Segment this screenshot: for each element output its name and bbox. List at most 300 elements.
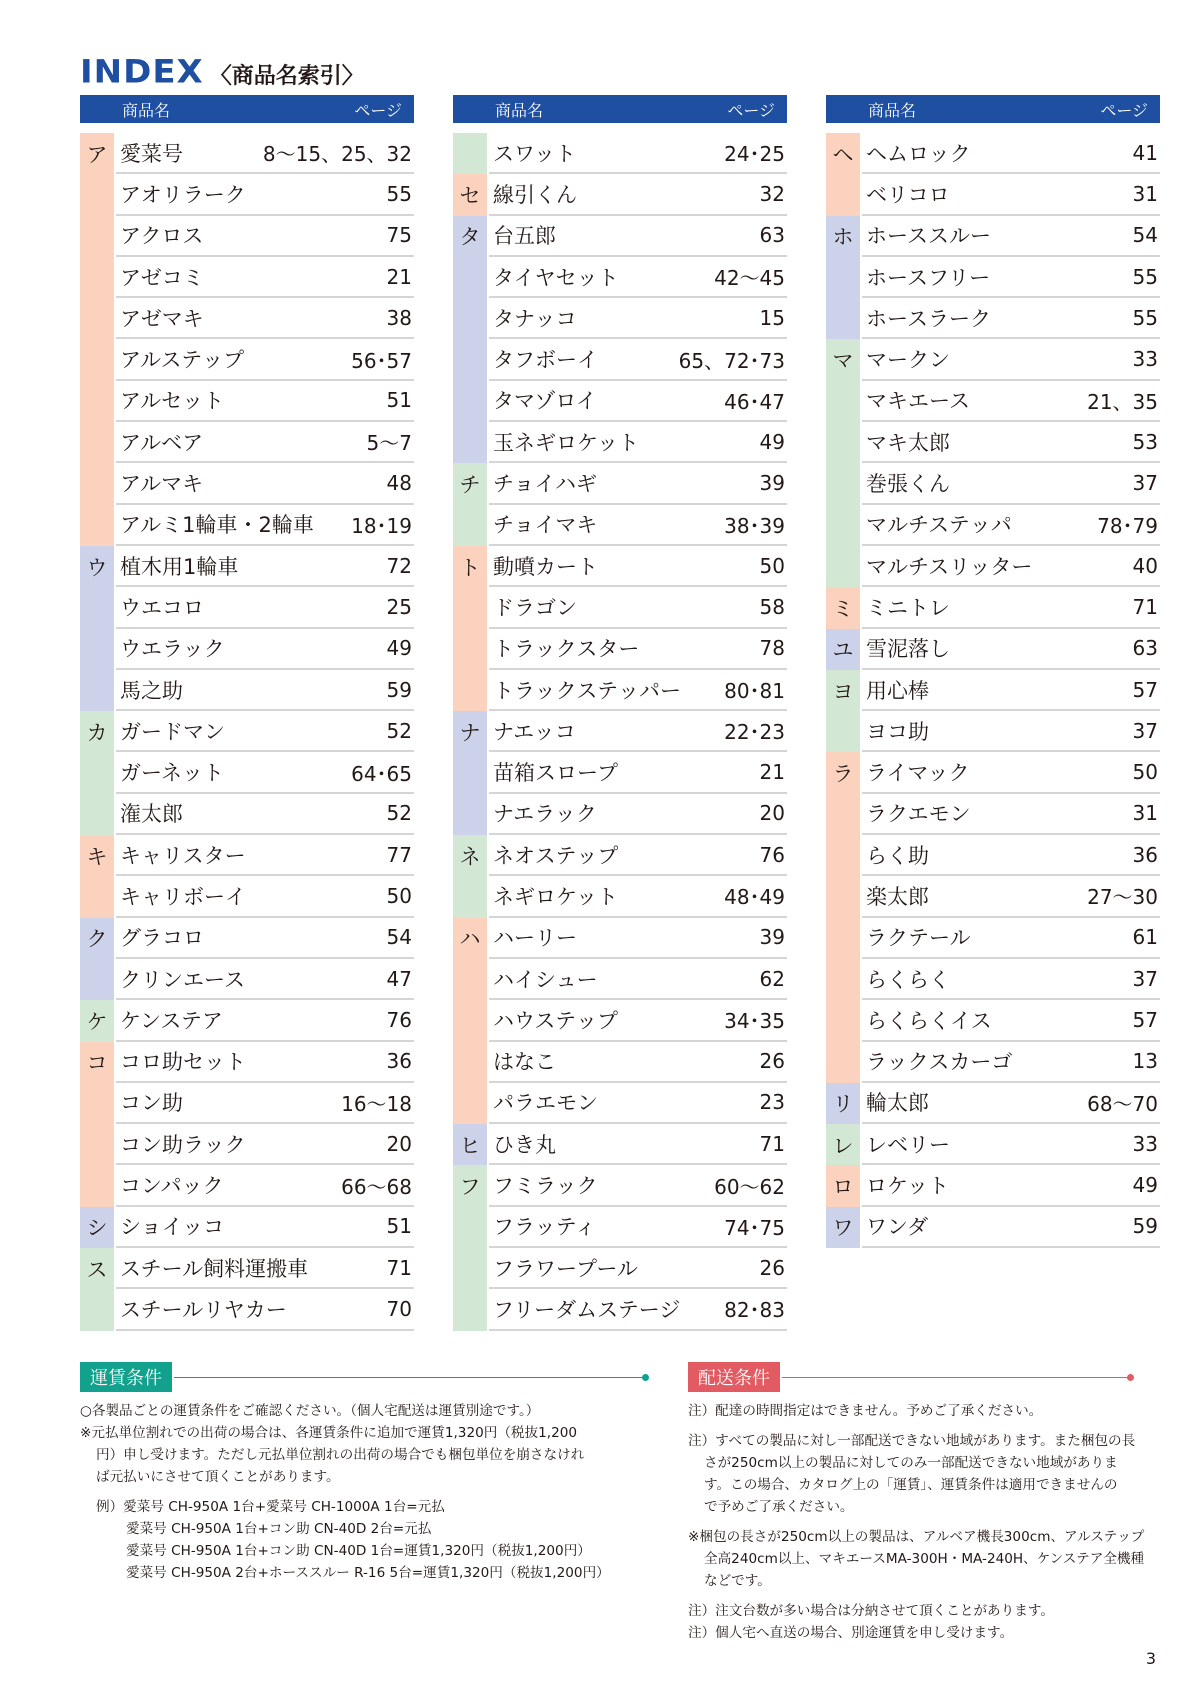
product-name: アクロス — [120, 224, 204, 249]
column-header — [826, 95, 1160, 123]
kana-index-cell: ア — [80, 133, 114, 174]
product-name: クリンエース — [120, 967, 245, 992]
entry-cell — [862, 670, 1160, 711]
entry-cell — [116, 918, 414, 959]
kana-index-cell — [453, 629, 487, 670]
entry-cell — [489, 918, 787, 959]
page-reference: 78･79 — [1097, 513, 1158, 538]
entry-cell — [489, 835, 787, 876]
entry-cell — [862, 918, 1160, 959]
index-row — [826, 752, 1160, 793]
entry-cell — [862, 381, 1160, 422]
kana-index-cell: ク — [80, 918, 114, 959]
entry-cell — [116, 959, 414, 1000]
entry-cell — [489, 257, 787, 298]
kana-index-cell — [80, 959, 114, 1000]
page-reference: 34･35 — [724, 1009, 785, 1034]
page-number: 3 — [1145, 1649, 1156, 1668]
delivery-line: す。この場合、カタログ上の「運賃」、運賃条件は適用できませんの — [704, 1477, 1118, 1493]
entry-cell — [489, 1207, 787, 1248]
product-name: 玉ネギロケット — [493, 430, 639, 455]
entry-cell — [489, 1083, 787, 1124]
entry-cell — [862, 959, 1160, 1000]
index-row — [826, 257, 1160, 298]
index-row — [80, 711, 414, 752]
page-reference: 52 — [386, 801, 412, 826]
product-name: キャリスター — [120, 843, 246, 868]
product-name: 台五郎 — [493, 224, 556, 249]
index-row — [453, 587, 787, 628]
page-reference: 71 — [386, 1255, 412, 1280]
entry-cell — [116, 505, 414, 546]
page-reference: 49 — [759, 429, 785, 454]
index-row — [826, 422, 1160, 463]
delivery-line: 注）すべての製品に対し一部配送できない地域があります。また梱包の長 — [688, 1433, 1136, 1449]
entry-cell — [116, 546, 414, 587]
page-reference: 80･81 — [724, 679, 785, 703]
index-row — [80, 505, 414, 546]
page-reference: 63 — [1132, 636, 1158, 661]
kana-index-cell — [80, 1124, 114, 1165]
kana-index-cell — [453, 257, 487, 298]
product-name: マキ太郎 — [866, 430, 950, 455]
kana-index-cell: キ — [80, 835, 114, 876]
index-row — [453, 1248, 787, 1289]
kana-index-cell — [80, 1165, 114, 1206]
product-name: ベリコロ — [866, 182, 950, 207]
entry-cell — [862, 339, 1160, 380]
entry-cell — [116, 794, 414, 835]
index-row — [80, 670, 414, 711]
entry-cell — [489, 1248, 787, 1289]
kana-index-cell — [453, 1083, 487, 1124]
kana-index-cell: セ — [453, 174, 487, 215]
fare-label: 運賃条件 — [80, 1362, 172, 1392]
index-row — [80, 1289, 414, 1330]
index-row — [453, 463, 787, 504]
product-name: コロ助セット — [120, 1050, 246, 1075]
entry-cell — [116, 174, 414, 215]
page-reference: 37 — [1132, 471, 1158, 496]
index-row — [826, 794, 1160, 835]
entry-cell — [116, 216, 414, 257]
index-row — [826, 339, 1160, 380]
page-reference: 31 — [1132, 181, 1158, 206]
kana-index-cell: ハ — [453, 918, 487, 959]
product-name: 愛菜号 — [120, 141, 183, 166]
kana-index-cell: マ — [826, 339, 860, 380]
kana-index-cell — [453, 1042, 487, 1083]
product-name: 植木用1輪車 — [120, 554, 239, 579]
entry-cell — [862, 216, 1160, 257]
page-reference: 51 — [386, 388, 412, 413]
index-row — [80, 1248, 414, 1289]
entry-cell — [862, 298, 1160, 339]
index-row — [826, 1207, 1160, 1248]
kana-index-cell — [80, 1083, 114, 1124]
page-reference: 33 — [1132, 1131, 1158, 1156]
kana-index-cell — [453, 876, 487, 917]
page-reference: 75 — [386, 223, 412, 248]
product-name: アゼコミ — [120, 265, 204, 290]
page-reference: 53 — [1132, 429, 1158, 454]
page-reference: 76 — [386, 1007, 412, 1032]
index-row — [80, 1083, 414, 1124]
product-name: ホースラーク — [866, 306, 991, 331]
page-reference: 55 — [1132, 305, 1158, 330]
kana-index-cell: タ — [453, 216, 487, 257]
index-row — [453, 959, 787, 1000]
page-reference: 21 — [386, 264, 412, 289]
product-name: ショイッコ — [120, 1215, 225, 1240]
index-row — [826, 876, 1160, 917]
page-reference: 27〜30 — [1087, 885, 1158, 910]
index-row — [80, 1165, 414, 1206]
product-name: ナエラック — [493, 802, 597, 827]
page-reference: 8〜15、25、32 — [262, 142, 412, 167]
kana-index-cell — [453, 670, 487, 711]
index-row — [826, 587, 1160, 628]
product-name: コン助ラック — [120, 1132, 246, 1157]
entry-cell — [489, 629, 787, 670]
entry-cell — [116, 1207, 414, 1248]
product-name: 線引くん — [493, 182, 577, 207]
index-row — [826, 918, 1160, 959]
index-row — [80, 133, 414, 174]
product-name: 苗箱スロープ — [493, 761, 618, 786]
entry-cell — [116, 1042, 414, 1083]
product-name: アルマキ — [120, 472, 204, 497]
index-row — [80, 463, 414, 504]
product-name: ネオステップ — [493, 843, 619, 868]
index-row — [453, 1165, 787, 1206]
kana-index-cell — [826, 381, 860, 422]
entry-cell — [489, 670, 787, 711]
index-row — [826, 835, 1160, 876]
product-name: アルミ1輪車・2輪車 — [120, 513, 314, 538]
kana-index-cell — [80, 1289, 114, 1330]
kana-index-cell: ケ — [80, 1000, 114, 1041]
page-reference: 36 — [1132, 842, 1158, 867]
page-reference: 33 — [1132, 347, 1158, 372]
header-name-label: 商品名 — [868, 100, 917, 120]
page-reference: 15 — [759, 305, 785, 330]
product-name: ハーリー — [493, 926, 577, 951]
product-name: 用心棒 — [866, 678, 929, 703]
page-reference: 38･39 — [724, 513, 785, 538]
entry-cell — [489, 546, 787, 587]
entry-cell — [116, 381, 414, 422]
fare-line: ※元払単位割れでの出荷の場合は、各運賃条件に追加で運賃1,320円（税抜1,200 — [80, 1425, 578, 1441]
kana-index-cell — [826, 505, 860, 546]
page-reference: 50 — [386, 883, 412, 908]
page-reference: 16〜18 — [341, 1091, 412, 1116]
delivery-note: 全高240cm以上、マキエースMA-300H・MA-240H、ケンステア全機種 — [704, 1551, 1145, 1567]
entry-cell — [489, 1289, 787, 1330]
page-reference: 5〜7 — [366, 431, 412, 456]
product-name: らく助 — [866, 843, 929, 868]
kana-index-cell: ト — [453, 546, 487, 587]
entry-cell — [116, 711, 414, 752]
entry-cell — [489, 587, 787, 628]
entry-cell — [862, 1165, 1160, 1206]
kana-index-cell — [453, 587, 487, 628]
entry-cell — [862, 752, 1160, 793]
kana-index-cell — [826, 711, 860, 752]
column-header — [453, 95, 787, 123]
kana-index-cell — [826, 546, 860, 587]
product-name: チョイハギ — [493, 472, 597, 497]
product-name: ヨコ助 — [866, 719, 929, 744]
product-name: マルチスリッター — [866, 554, 1033, 579]
page-reference: 51 — [386, 1214, 412, 1239]
page-reference: 31 — [1132, 801, 1158, 826]
index-row — [826, 1165, 1160, 1206]
entry-cell — [862, 463, 1160, 504]
index-subtitle: 〈商品名索引〉 — [209, 64, 364, 89]
entry-cell — [116, 1289, 414, 1330]
header-page-label: ページ — [1100, 100, 1148, 120]
product-name: ハウステップ — [493, 1008, 618, 1033]
index-row — [453, 1124, 787, 1165]
product-name: ウエコロ — [120, 595, 204, 620]
index-row — [80, 876, 414, 917]
page-reference: 55 — [386, 181, 412, 206]
kana-index-cell — [80, 629, 114, 670]
entry-cell — [862, 174, 1160, 215]
product-name: ホーススルー — [866, 224, 991, 249]
index-row — [826, 133, 1160, 174]
index-row — [453, 918, 787, 959]
page-reference: 21、35 — [1087, 389, 1158, 414]
index-row — [453, 629, 787, 670]
delivery-line: で予めご了承ください。 — [704, 1499, 854, 1515]
index-row — [453, 216, 787, 257]
entry-cell — [116, 876, 414, 917]
entry-cell — [489, 463, 787, 504]
kana-index-cell: チ — [453, 463, 487, 504]
kana-index-cell — [453, 752, 487, 793]
delivery-line: さが250cm以上の製品に対してのみ一部配送できない地域がありま — [704, 1455, 1118, 1471]
index-row — [453, 133, 787, 174]
product-name: ミニトレ — [866, 595, 950, 620]
entry-cell — [489, 794, 787, 835]
index-row — [453, 1083, 787, 1124]
entry-cell — [489, 959, 787, 1000]
entry-cell — [862, 835, 1160, 876]
entry-cell — [489, 133, 787, 174]
product-name: ハイシュー — [493, 967, 598, 992]
index-row — [80, 381, 414, 422]
index-row — [453, 1207, 787, 1248]
page-reference: 59 — [386, 677, 412, 702]
index-row — [80, 794, 414, 835]
index-row — [80, 1207, 414, 1248]
product-name: はなこ — [493, 1050, 556, 1075]
entry-cell — [116, 339, 414, 380]
product-name: パラエモン — [493, 1091, 598, 1116]
kana-index-cell — [826, 257, 860, 298]
kana-index-cell — [453, 959, 487, 1000]
delivery-section — [688, 1364, 1148, 1644]
index-row — [80, 1000, 414, 1041]
entry-cell — [116, 422, 414, 463]
fare-line: ○各製品ごとの運賃条件をご確認ください。（個人宅配送は運賃別途です。） — [80, 1403, 540, 1419]
page-reference: 32 — [759, 181, 785, 206]
index-row — [826, 959, 1160, 1000]
index-title: INDEX — [80, 53, 204, 91]
kana-index-cell: ワ — [826, 1207, 860, 1248]
entry-cell — [862, 1000, 1160, 1041]
entry-cell — [489, 1000, 787, 1041]
page-reference: 20 — [759, 801, 785, 826]
page-reference: 62 — [759, 966, 785, 991]
page-reference: 40 — [1132, 553, 1158, 578]
product-name: トラックステッパー — [493, 678, 681, 703]
index-row — [453, 257, 787, 298]
page-reference: 46･47 — [724, 389, 785, 414]
kana-index-cell — [826, 1000, 860, 1041]
kana-index-cell — [80, 752, 114, 793]
page-title — [80, 52, 364, 92]
kana-index-cell: ミ — [826, 587, 860, 628]
page-reference: 24･25 — [724, 142, 785, 167]
index-row — [826, 546, 1160, 587]
page-reference: 63 — [759, 223, 785, 248]
page-reference: 23 — [759, 1090, 785, 1115]
product-name: らくらくイス — [866, 1008, 992, 1033]
product-name: 輪太郎 — [866, 1091, 929, 1116]
entry-cell — [862, 794, 1160, 835]
entry-cell — [116, 1124, 414, 1165]
product-name: ロケット — [866, 1174, 949, 1199]
kana-index-cell — [80, 381, 114, 422]
product-name: 巻張くん — [866, 472, 950, 497]
entry-cell — [116, 298, 414, 339]
page-reference: 52 — [386, 718, 412, 743]
entry-cell — [116, 257, 414, 298]
index-row — [453, 1042, 787, 1083]
entry-cell — [862, 422, 1160, 463]
product-name: スチールリヤカー — [120, 1297, 287, 1322]
product-name: アルステップ — [120, 348, 245, 373]
index-row — [453, 546, 787, 587]
header-page-label: ページ — [354, 100, 402, 120]
product-name: スチール飼料運搬車 — [120, 1256, 309, 1281]
product-name: ひき丸 — [493, 1132, 556, 1157]
page-reference: 57 — [1132, 1007, 1158, 1032]
product-name: コン助 — [120, 1091, 183, 1116]
kana-index-cell — [453, 133, 487, 174]
entry-cell — [116, 1000, 414, 1041]
page-reference: 77 — [386, 842, 412, 867]
entry-cell — [862, 133, 1160, 174]
index-row — [80, 422, 414, 463]
page-reference: 13 — [1132, 1049, 1158, 1074]
page-reference: 50 — [1132, 760, 1158, 785]
page-reference: 48 — [386, 471, 412, 496]
page-reference: 82･83 — [724, 1298, 785, 1323]
entry-cell — [116, 1248, 414, 1289]
header-name-label: 商品名 — [122, 100, 171, 120]
index-row — [826, 216, 1160, 257]
index-row — [826, 298, 1160, 339]
index-row — [80, 752, 414, 793]
kana-index-cell — [453, 298, 487, 339]
product-name: チョイマキ — [493, 513, 598, 538]
product-name: マークン — [866, 348, 950, 373]
product-name: コンパック — [120, 1174, 224, 1199]
index-row — [453, 835, 787, 876]
kana-index-cell — [80, 876, 114, 917]
kana-index-cell — [453, 381, 487, 422]
entry-cell — [862, 1124, 1160, 1165]
index-row — [826, 174, 1160, 215]
index-row — [80, 918, 414, 959]
kana-index-cell — [826, 463, 860, 504]
page-reference: 54 — [386, 925, 412, 950]
index-row — [80, 257, 414, 298]
fare-heading — [80, 1364, 658, 1390]
index-row — [826, 505, 1160, 546]
entry-cell — [489, 1042, 787, 1083]
product-name: ライマック — [866, 761, 970, 786]
kana-index-cell — [826, 794, 860, 835]
index-column-1 — [80, 95, 414, 1331]
product-name: フミラック — [493, 1174, 598, 1199]
page-reference: 66〜68 — [341, 1174, 412, 1199]
product-name: タフボーイ — [493, 348, 598, 373]
entry-cell — [116, 587, 414, 628]
page-reference: 36 — [386, 1049, 412, 1074]
index-row — [80, 298, 414, 339]
entry-cell — [862, 1207, 1160, 1248]
index-row — [453, 876, 787, 917]
kana-index-cell: ヘ — [826, 133, 860, 174]
entry-cell — [116, 835, 414, 876]
page-reference: 78 — [759, 636, 785, 661]
index-row — [80, 835, 414, 876]
index-rows — [80, 133, 414, 1331]
kana-index-cell — [80, 463, 114, 504]
product-name: ドラゴン — [493, 595, 577, 620]
product-name: グラコロ — [120, 926, 204, 951]
delivery-note: などです。 — [704, 1573, 771, 1589]
kana-index-cell: ロ — [826, 1165, 860, 1206]
product-name: ガーネット — [120, 761, 224, 786]
column-header — [80, 95, 414, 123]
index-row — [826, 381, 1160, 422]
page-reference: 58 — [759, 594, 785, 619]
kana-index-cell: ウ — [80, 546, 114, 587]
page-reference: 18･19 — [351, 513, 412, 538]
kana-index-cell: フ — [453, 1165, 487, 1206]
kana-index-cell — [826, 298, 860, 339]
product-name: ラクテール — [866, 926, 971, 951]
kana-index-cell — [826, 1042, 860, 1083]
page-reference: 39 — [759, 925, 785, 950]
index-row — [453, 670, 787, 711]
entry-cell — [862, 587, 1160, 628]
product-name: 馬之助 — [120, 678, 183, 703]
index-rows — [453, 133, 787, 1331]
page-reference: 60〜62 — [714, 1174, 785, 1199]
kana-index-cell — [453, 1207, 487, 1248]
kana-index-cell — [80, 422, 114, 463]
kana-index-cell — [80, 339, 114, 380]
index-row — [80, 1042, 414, 1083]
product-name: ウエラック — [120, 637, 225, 662]
